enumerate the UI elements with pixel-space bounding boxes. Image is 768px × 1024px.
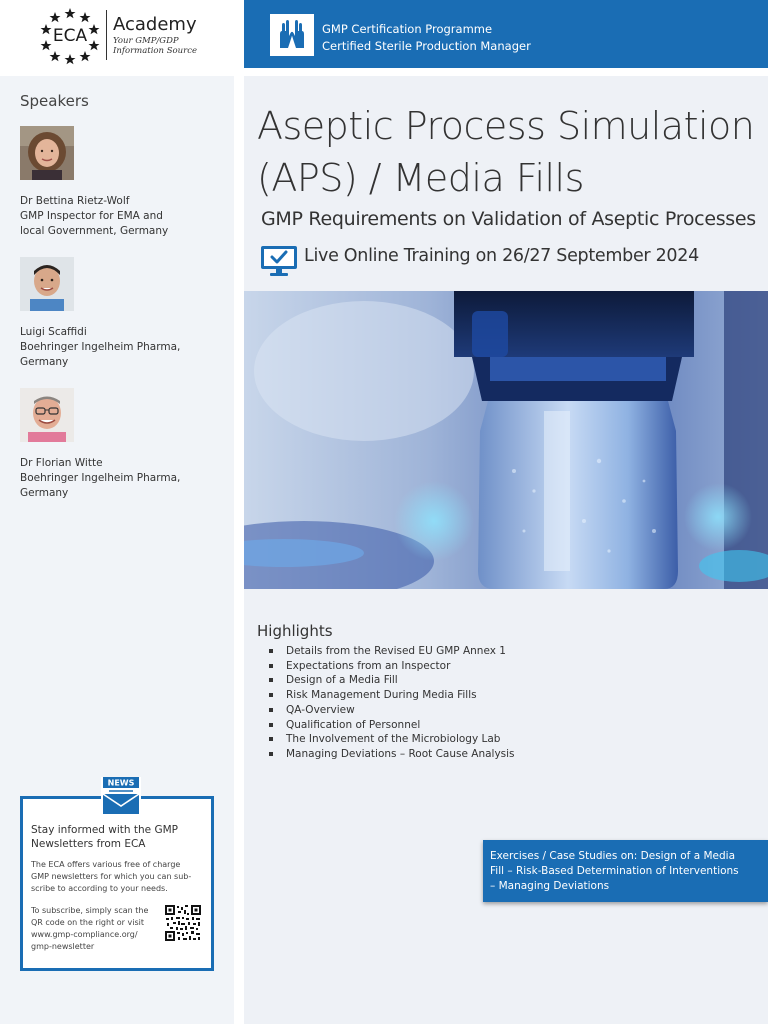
programme-subtitle: Certified Sterile Production Manager [322, 39, 531, 53]
speaker-photo [20, 126, 74, 180]
eca-star-ring-icon [38, 7, 102, 65]
newsletter-description [31, 859, 211, 895]
speaker-name: Luigi Scaffidi [20, 326, 87, 338]
eca-academy-logo[interactable] [0, 0, 234, 68]
newsletter-text-line: GMP newsletters for which you can sub- [31, 872, 192, 881]
speaker-affiliation: Boehringer Ingelheim Pharma, [20, 341, 181, 353]
highlight-item: Expectations from an Inspector [269, 659, 515, 674]
highlight-item: QA-Overview [269, 703, 515, 718]
eca-mark: ECA [52, 26, 88, 46]
tagline-line-2: Information Source [113, 46, 197, 56]
newsletter-heading [31, 823, 211, 851]
exercises-line: Exercises / Case Studies on: Design of a Media [490, 850, 736, 862]
speaker-card [20, 257, 225, 370]
speaker-photo [20, 257, 74, 311]
speaker-photo [20, 388, 74, 442]
speaker-affiliation: Germany [20, 356, 69, 368]
monitor-check-icon [260, 245, 298, 277]
speaker-name: Dr Florian Witte [20, 457, 103, 469]
newsletter-heading-line: Newsletters from ECA [31, 838, 146, 850]
newsletter-text-line: The ECA offers various free of charge [31, 860, 181, 869]
highlight-item: The Involvement of the Microbiology Lab [269, 732, 515, 747]
qr-code-icon[interactable] [165, 905, 201, 941]
logo-divider [106, 10, 107, 60]
newsletter-box [20, 778, 214, 971]
page-title-line: (APS) / Media Fills [257, 156, 584, 200]
subscribe-text-line: To subscribe, simply scan the [31, 906, 149, 915]
exercises-text [490, 849, 762, 894]
programme-banner [244, 0, 768, 68]
speaker-name: Dr Bettina Rietz-Wolf [20, 195, 130, 207]
highlights-heading: Highlights [257, 622, 333, 640]
exercises-line: Fill – Risk-Based Determination of Interventions [490, 865, 739, 877]
academy-name: Academy [113, 14, 197, 35]
tagline-line-1: Your GMP/GDP [113, 36, 179, 46]
newsletter-subscribe-info [31, 905, 159, 953]
news-badge: NEWS [107, 778, 135, 788]
speaker-affiliation: GMP Inspector for EMA and [20, 210, 163, 222]
highlights-list [269, 644, 515, 762]
highlight-item: Risk Management During Media Fills [269, 688, 515, 703]
page-title-line: Aseptic Process Simulation [257, 104, 755, 148]
page-title [257, 100, 757, 204]
speaker-affiliation: Boehringer Ingelheim Pharma, [20, 472, 181, 484]
speaker-affiliation: Germany [20, 487, 69, 499]
highlight-item: Managing Deviations – Root Cause Analysis [269, 747, 515, 762]
newsletter-text-line: scribe to according to your needs. [31, 884, 168, 893]
highlight-item: Details from the Revised EU GMP Annex 1 [269, 644, 515, 659]
speaker-affiliation: local Government, Germany [20, 225, 169, 237]
newsletter-link[interactable]: gmp-newsletter [31, 942, 95, 951]
page-subtitle: GMP Requirements on Validation of Aseptic Processes [261, 208, 756, 230]
sidebar [0, 76, 234, 1024]
programme-title: GMP Certification Programme [322, 22, 493, 36]
exercises-callout [483, 840, 768, 902]
highlight-item: Qualification of Personnel [269, 718, 515, 733]
newsletter-link[interactable]: www.gmp-compliance.org/ [31, 930, 138, 939]
speakers-heading: Speakers [20, 92, 89, 110]
speaker-card [20, 388, 225, 501]
hands-icon [270, 14, 314, 56]
subscribe-text-line: QR code on the right or visit [31, 918, 144, 927]
highlight-item: Design of a Media Fill [269, 673, 515, 688]
logo-tagline [113, 36, 223, 56]
hero-vial-image [244, 291, 768, 589]
newsletter-envelope-icon [99, 777, 143, 817]
exercises-line: – Managing Deviations [490, 880, 610, 892]
speaker-card [20, 126, 225, 239]
newsletter-heading-line: Stay informed with the GMP [31, 824, 178, 836]
live-training-date: Live Online Training on 26/27 September 2024 [304, 246, 699, 266]
